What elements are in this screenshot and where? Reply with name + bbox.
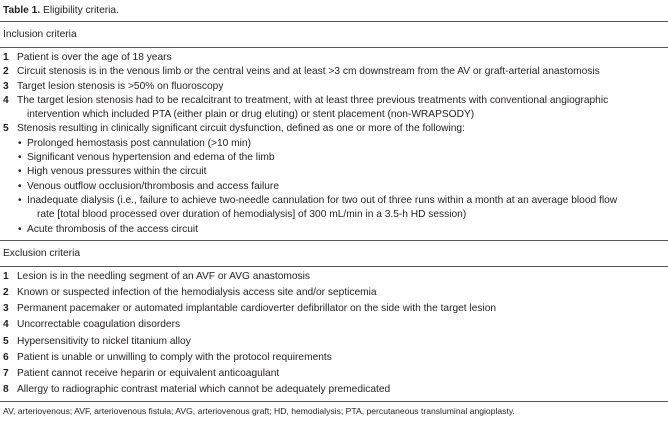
sub-criterion-row [0, 165, 668, 179]
bullet-icon: • [18, 137, 22, 149]
criterion-text: Known or suspected infection of the hemodialysis access site and/or septicemia [17, 287, 377, 299]
criterion-row [0, 350, 668, 366]
inclusion-list [0, 48, 668, 240]
exclusion-list [0, 267, 668, 402]
criterion-number: 5 [3, 335, 9, 347]
table-footnote: AV, arteriovenous; AVF, arteriovenous fistula; AVG, arteriovenous graft; HD, hemodialysis; PTA, percutaneous transluminal angioplasty. [3, 406, 515, 417]
criterion-text: Hypersensitivity to nickel titanium alloy [17, 335, 191, 347]
criterion-row [0, 94, 668, 123]
criterion-row [0, 382, 668, 398]
criterion-row [0, 317, 668, 333]
sub-criterion-row [0, 137, 668, 151]
criterion-number: 8 [3, 384, 9, 396]
sub-criterion-text: Acute thrombosis of the access circuit [27, 223, 198, 235]
criterion-number: 6 [3, 351, 9, 363]
criterion-text: Patient is unable or unwilling to comply with the protocol requirements [17, 351, 332, 363]
caption-text: Eligibility criteria. [43, 5, 119, 16]
bullet-icon: • [18, 194, 22, 206]
criterion-number: 4 [3, 94, 9, 106]
criterion-number: 4 [3, 319, 9, 331]
criterion-row [0, 366, 668, 382]
criterion-number: 1 [3, 52, 9, 63]
sub-criterion-row [0, 194, 668, 223]
bullet-icon: • [18, 180, 22, 192]
criterion-row [0, 285, 668, 301]
sub-criterion-text: Inadequate dialysis (i.e., failure to achieve two-needle cannulation for two out of three runs within a month at an average blood flow [27, 194, 618, 206]
criterion-row [0, 65, 668, 79]
criterion-text: Target lesion stenosis is >50% on fluoroscopy [17, 80, 224, 92]
sub-criterion-row [0, 223, 668, 237]
criterion-row [0, 334, 668, 350]
criterion-text: The target lesion stenosis had to be recalcitrant to treatment, with at least three previous treatments with conventional angiographic [17, 94, 609, 106]
bullet-icon: • [18, 223, 22, 235]
criterion-text: Allergy to radiographic contrast material which cannot be adequately premedicated [17, 384, 391, 396]
sub-criterion-row [0, 180, 668, 194]
inclusion-header: Inclusion criteria [3, 29, 77, 40]
criterion-text: Patient cannot receive heparin or equivalent anticoagulant [17, 368, 280, 380]
bullet-icon: • [18, 166, 22, 178]
criterion-text: Permanent pacemaker or automated implantable cardioverter defibrillator on the side with the target lesion [17, 303, 497, 315]
criterion-row [0, 80, 668, 94]
criterion-text: Stenosis resulting in clinically significant circuit dysfunction, defined as one or more of the following: [17, 123, 465, 135]
criterion-number: 2 [3, 287, 9, 299]
criterion-number: 3 [3, 303, 9, 315]
criterion-row [0, 51, 668, 65]
sub-criterion-text: High venous pressures within the circuit [27, 166, 207, 178]
sub-criterion-text: Significant venous hypertension and edema of the limb [27, 152, 275, 164]
criterion-number: 5 [3, 123, 9, 135]
criterion-text: Patient is over the age of 18 years [17, 52, 172, 63]
criterion-text: Lesion is in the needling segment of an AVF or AVG anastomosis [17, 270, 310, 282]
exclusion-header: Exclusion criteria [3, 247, 80, 259]
sub-criterion-row [0, 151, 668, 165]
table-caption [0, 0, 668, 21]
caption-label: Table 1. [3, 5, 41, 16]
criterion-number: 1 [3, 270, 9, 282]
criterion-text: Uncorrectable coagulation disorders [17, 319, 181, 331]
criterion-number: 3 [3, 80, 9, 92]
sub-criterion-text: Venous outflow occlusion/thrombosis and access failure [27, 180, 279, 192]
criterion-row [0, 269, 668, 285]
criterion-number: 7 [3, 368, 9, 380]
sub-criterion-text-continued: rate [total blood processed over duration of hemodialysis] of 300 mL/min in a 3.5-h HD session) [37, 209, 467, 221]
criterion-number: 2 [3, 66, 9, 78]
criterion-row [0, 122, 668, 136]
bullet-icon: • [18, 152, 22, 164]
criterion-row [0, 301, 668, 317]
sub-criterion-text: Prolonged hemostasis post cannulation (>10 min) [27, 137, 251, 149]
criterion-text: Circuit stenosis is in the venous limb or the central veins and at least >3 cm downstream from the AV or graft-arterial anastomosis [17, 66, 600, 78]
criterion-text-continued: intervention which included PTA (either plain or drug eluting) or stent placement (non-WRAPSODY) [27, 109, 475, 121]
